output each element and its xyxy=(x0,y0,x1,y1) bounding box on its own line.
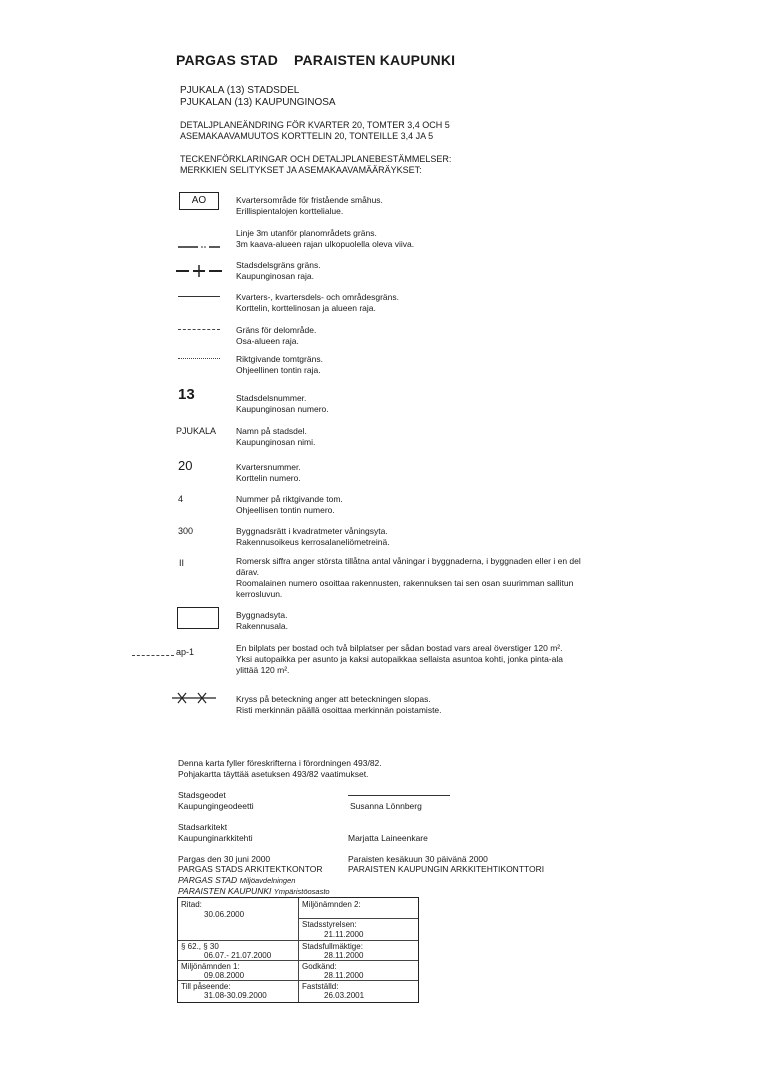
legend-text-sv: Nummer på riktgivande tom. xyxy=(236,494,343,504)
legend-symbol-ao: AO xyxy=(179,192,219,210)
legend-text-fi: Rakennusala. xyxy=(236,621,288,631)
legend-symbol-ii: II xyxy=(179,558,185,568)
stamp-styrelsen-value: 21.11.2000 xyxy=(324,930,364,939)
legend-symbol-block-border xyxy=(178,296,220,297)
stamp-fullmaktige-label: Stadsfullmäktige: xyxy=(302,942,363,951)
department-name-sv: Miljöavdelningen xyxy=(239,876,296,885)
approval-stamp-table xyxy=(177,897,419,1003)
legend-text-fi: Kaupunginosan nimi. xyxy=(236,437,316,447)
stamp-ritad-value: 30.06.2000 xyxy=(204,910,245,919)
legend-text-sv: Linje 3m utanför planområdets gräns. xyxy=(236,228,377,238)
date-sv: Pargas den 30 juni 2000 xyxy=(178,854,271,864)
signer1-name: Susanna Lönnberg xyxy=(350,801,422,811)
stamp-till-label: Till påseende: xyxy=(181,982,231,991)
signer2-role-sv: Stadsarkitekt xyxy=(178,822,228,832)
stamp-fullmaktige-value: 28.11.2000 xyxy=(324,951,364,960)
map-note-sv: Denna karta fyller föreskrifterna i förordningen 493/82. xyxy=(178,758,382,768)
date-fi: Paraisten kesäkuun 30 päivänä 2000 xyxy=(348,854,488,864)
stamp-miljo1-label: Miljönämnden 1: xyxy=(181,962,240,971)
legend-text-sv: Riktgivande tomtgräns. xyxy=(236,354,323,364)
stamp-faststalld-label: Fastställd: xyxy=(302,982,339,991)
legend-text-sv: Kvartersnummer. xyxy=(236,462,301,472)
signer1-role-sv: Stadsgeodet xyxy=(178,790,226,800)
legend-text-sv: Kvartersområde för fristående småhus. xyxy=(236,195,383,205)
department-fi xyxy=(178,886,330,898)
signer1-role-fi: Kaupungingeodeetti xyxy=(178,801,254,811)
stamp-ritad-label: Ritad: xyxy=(181,900,202,909)
stamp-godkand-label: Godkänd: xyxy=(302,962,337,971)
legend-text-fi: Korttelin, korttelinosan ja alueen raja. xyxy=(236,303,376,313)
plan-title-sv: DETALJPLANEÄNDRING FÖR KVARTER 20, TOMTER 3,4 OCH 5 xyxy=(180,120,450,130)
legend-text-fi: Rakennusoikeus kerrosalaneliömetreinä. xyxy=(236,537,390,547)
stamp-miljo2-label: Miljönämnden 2: xyxy=(302,900,361,909)
legend-text-sv: Romersk siffra anger största tillåtna antal våningar i byggnaderna, i byggnaden eller i en del därav. xyxy=(236,556,581,577)
legend-symbol-district-border xyxy=(176,264,222,283)
legend-text-sv: Byggnadsrätt i kvadratmeter våningsyta. xyxy=(236,526,388,536)
legend-text-sv: Kvarters-, kvartersdels- och områdesgräns. xyxy=(236,292,399,302)
city-name-sv: PARGAS STAD xyxy=(176,52,279,68)
legend-heading-sv: TECKENFÖRKLARINGAR OCH DETALJPLANEBESTÄMMELSER: xyxy=(180,154,452,164)
legend-text-sv: Gräns för delområde. xyxy=(236,325,317,335)
legend-text-sv: Stadsdelsnummer. xyxy=(236,393,307,403)
office-fi: PARAISTEN KAUPUNGIN ARKKITEHTIKONTTORI xyxy=(348,864,545,874)
legend-symbol-building-area xyxy=(177,607,219,629)
signature-line xyxy=(348,795,450,796)
legend-text-fi: Yksi autopaikka per asunto ja kaksi autopaikkaa sellaista asuntoa kohti, jonka pinta-ala ylittää 120 m². xyxy=(236,654,563,675)
legend-text-fi: Roomalainen numero osoittaa rakennusten, rakennuksen tai sen osan suurimman sallitun kerrosluvun. xyxy=(236,578,574,599)
map-note-fi: Pohjakartta täyttää asetuksen 493/82 vaatimukset. xyxy=(178,769,369,779)
legend-text-fi: Erillispientalojen korttelialue. xyxy=(236,206,344,216)
legend-text-sv: En bilplats per bostad och två bilplatser per sådan bostad vars areal överstiger 120 m². xyxy=(236,643,563,653)
legend-symbol-13: 13 xyxy=(178,386,195,403)
legend-text-sv: Byggnadsyta. xyxy=(236,610,288,620)
legend-text-fi: Kaupunginosan raja. xyxy=(236,271,314,281)
legend-text-fi: Osa-alueen raja. xyxy=(236,336,299,346)
district-fi: PJUKALAN (13) KAUPUNGINOSA xyxy=(180,97,336,108)
stamp-s62-label: § 62., § 30 xyxy=(181,942,219,951)
legend-symbol-pjukala: PJUKALA xyxy=(176,426,217,436)
plan-title-fi: ASEMAKAAVAMUUTOS KORTTELIN 20, TONTEILLE 3,4 JA 5 xyxy=(180,131,434,141)
office-sv: PARGAS STADS ARKITEKTKONTOR xyxy=(178,864,323,874)
legend-text-fi: Ohjeellinen tontin raja. xyxy=(236,365,321,375)
department-city-fi: PARAISTEN KAUPUNKI xyxy=(178,886,272,896)
stamp-styrelsen-label: Stadsstyrelsen: xyxy=(302,920,357,929)
legend-text-sv: Stadsdelsgräns gräns. xyxy=(236,260,321,270)
department-sv xyxy=(178,875,295,887)
stamp-till-value: 31.08-30.09.2000 xyxy=(204,991,267,1000)
legend-symbol-ap-line xyxy=(132,655,174,656)
department-name-fi: Ympäristöosasto xyxy=(273,887,330,896)
legend-symbol-4: 4 xyxy=(178,494,184,504)
legend-text-sv: Kryss på beteckning anger att beteckningen slopas. xyxy=(236,694,431,704)
legend-text-fi: Kaupunginosan numero. xyxy=(236,404,329,414)
legend-text-fi: Risti merkinnän päällä osoittaa merkinnän poistamiste. xyxy=(236,705,442,715)
legend-text-sv: Namn på stadsdel. xyxy=(236,426,307,436)
legend-symbol-line-3m xyxy=(178,236,220,238)
legend-text-fi: Ohjeellisen tontin numero. xyxy=(236,505,335,515)
legend-symbol-plot-border xyxy=(178,358,220,359)
district-sv: PJUKALA (13) STADSDEL xyxy=(180,85,300,96)
legend-symbol-subarea-border xyxy=(178,329,220,330)
legend-heading-fi: MERKKIEN SELITYKSET JA ASEMAKAAVAMÄÄRÄYKSET: xyxy=(180,165,422,175)
stamp-miljo1-value: 09.08.2000 xyxy=(204,971,245,980)
legend-text-fi: Korttelin numero. xyxy=(236,473,301,483)
legend-symbol-cross-out xyxy=(172,691,216,710)
city-name-fi: PARAISTEN KAUPUNKI xyxy=(294,52,456,68)
department-city-sv: PARGAS STAD xyxy=(178,875,238,885)
stamp-s62-value: 06.07.- 21.07.2000 xyxy=(204,951,272,960)
legend-symbol-20: 20 xyxy=(178,458,193,473)
stamp-faststalld-value: 26.03.2001 xyxy=(324,991,365,1000)
legend-symbol-ap-1: ap-1 xyxy=(176,647,195,657)
signer2-name: Marjatta Laineenkare xyxy=(348,833,428,843)
legend-text-fi: 3m kaava-alueen rajan ulkopuolella oleva viiva. xyxy=(236,239,415,249)
stamp-godkand-value: 28.11.2000 xyxy=(324,971,364,980)
legend-symbol-300: 300 xyxy=(178,526,194,536)
signer2-role-fi: Kaupunginarkkitehti xyxy=(178,833,253,843)
